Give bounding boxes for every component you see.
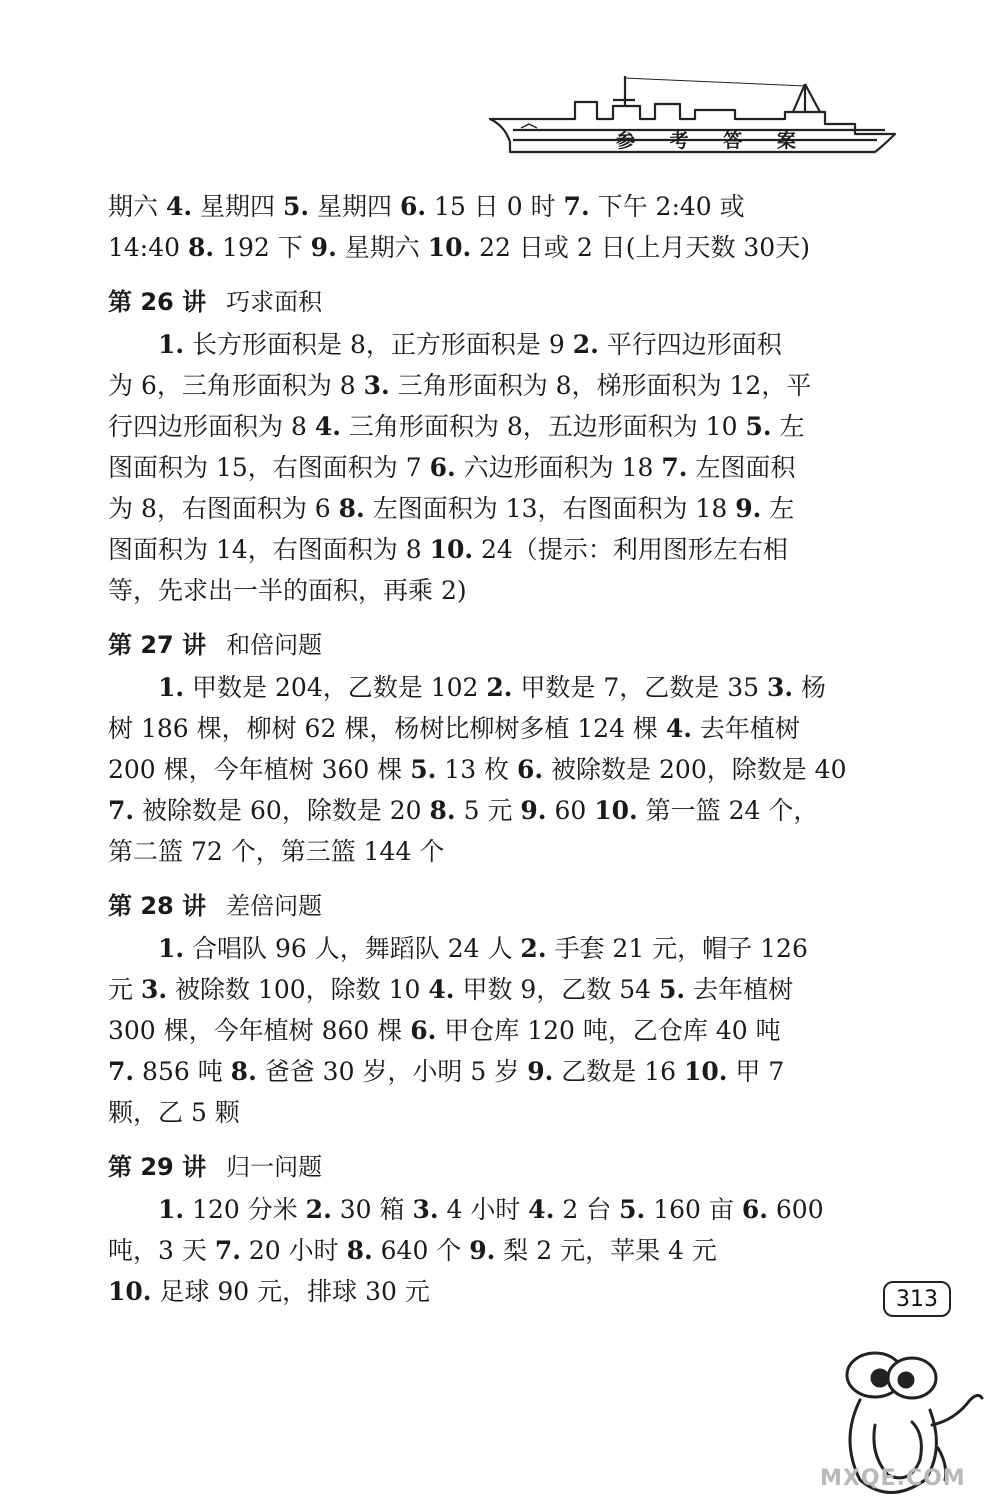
text-line: 10. 足球 90 元，排球 30 元 <box>108 1277 430 1306</box>
text-line: 14:40 8. 192 下 9. 星期六 10. 22 日或 2 日(上月天数 30天) <box>108 233 810 262</box>
text-line: 行四边形面积为 8 4. 三角形面积为 8，五边形面积为 10 5. 左 <box>108 412 805 441</box>
text-line: 为 8，右图面积为 6 8. 左图面积为 13，右图面积为 18 9. 左 <box>108 494 795 523</box>
text-line: 200 棵，今年植树 360 棵 5. 13 枚 6. 被除数是 200，除数是 40 <box>108 755 847 784</box>
text-line: 1. 120 分米 2. 30 箱 3. 4 小时 4. 2 台 5. 160 亩 6. 600 <box>158 1195 824 1224</box>
text-line: 等，先求出一半的面积，再乘 2) <box>108 576 467 605</box>
intro-paragraph <box>108 186 868 268</box>
text-line: 颗，乙 5 颗 <box>108 1098 240 1127</box>
text-line: 1. 长方形面积是 8，正方形面积是 9 2. 平行四边形面积 <box>158 330 782 359</box>
section-29 <box>108 1147 868 1312</box>
text-line: 图面积为 14，右图面积为 8 10. 24（提示：利用图形左右相 <box>108 535 788 564</box>
section-28 <box>108 886 868 1133</box>
text-line: 7. 被除数是 60，除数是 20 8. 5 元 9. 60 10. 第一篮 24 个， <box>108 796 819 825</box>
section-title: 第 26 讲 巧求面积 <box>108 288 323 316</box>
section-title: 第 28 讲 差倍问题 <box>108 892 323 920</box>
section-title: 第 29 讲 归一问题 <box>108 1153 323 1181</box>
text-line: 树 186 棵，柳树 62 棵，杨树比柳树多植 124 棵 4. 去年植树 <box>108 714 800 743</box>
answer-content <box>108 186 868 1312</box>
text-line: 300 棵，今年植树 860 棵 6. 甲仓库 120 吨，乙仓库 40 吨 <box>108 1016 781 1045</box>
text-line: 元 3. 被除数 100，除数 10 4. 甲数 9，乙数 54 5. 去年植树 <box>108 975 794 1004</box>
page-number: 313 <box>883 1281 951 1317</box>
header-title: 参 考 答 案 <box>616 130 810 152</box>
text-line: 第二篮 72 个，第三篮 144 个 <box>108 837 445 866</box>
text-line: 为 6，三角形面积为 8 3. 三角形面积为 8，梯形面积为 12，平 <box>108 371 812 400</box>
text-line: 图面积为 15，右图面积为 7 6. 六边形面积为 18 7. 左图面积 <box>108 453 796 482</box>
text-line: 1. 合唱队 96 人，舞蹈队 24 人 2. 手套 21 元，帽子 126 <box>158 934 808 963</box>
section-title: 第 27 讲 和倍问题 <box>108 631 323 659</box>
text-line: 吨，3 天 7. 20 小时 8. 640 个 9. 梨 2 元，苹果 4 元 <box>108 1236 717 1265</box>
text-line: 1. 甲数是 204，乙数是 102 2. 甲数是 7，乙数是 35 3. 杨 <box>158 673 827 702</box>
section-26 <box>108 282 868 611</box>
section-27 <box>108 625 868 872</box>
watermark-text: MXQE.COM <box>820 1466 966 1491</box>
text-line: 期六 4. 星期四 5. 星期四 6. 15 日 0 时 7. 下午 2:40 或 <box>108 192 745 221</box>
text-line: 7. 856 吨 8. 爸爸 30 岁，小明 5 岁 9. 乙数是 16 10. 甲 7 <box>108 1057 785 1086</box>
